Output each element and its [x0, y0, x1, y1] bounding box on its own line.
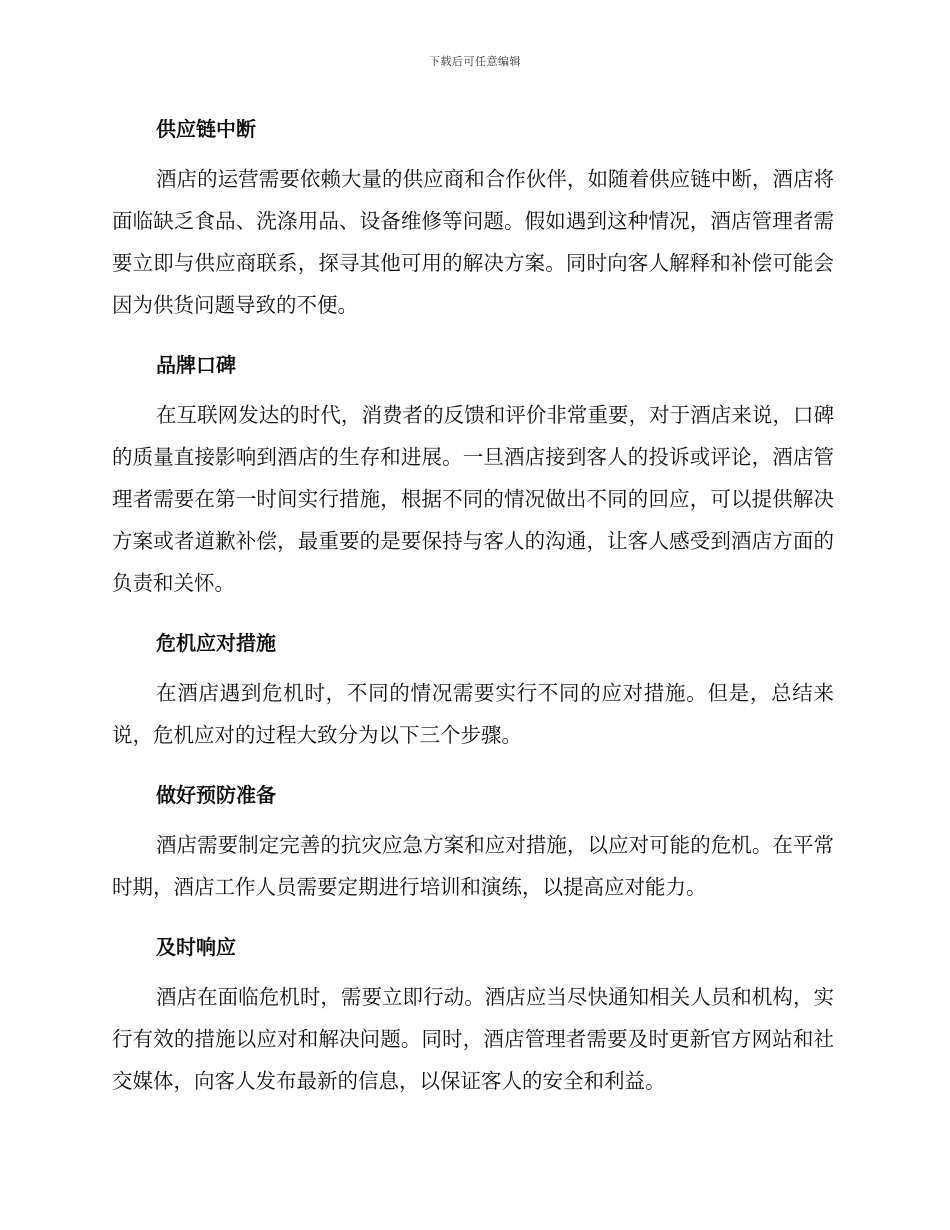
document-body: [112, 108, 834, 1102]
section-paragraph: 酒店的运营需要依赖大量的供应商和合作伙伴，如随着供应链中断，酒店将面临缺乏食品、洗涤用品、设备维修等问题。假如遇到这种情况，酒店管理者需要立即与供应商联系，探寻其他可用的解决方案。同时向客人解释和补偿可能会因为供货问题导致的不便。: [112, 167, 834, 317]
section-paragraph: 在互联网发达的时代，消费者的反馈和评价非常重要，对于酒店来说，口碑的质量直接影响到酒店的生存和进展。一旦酒店接到客人的投诉或评论，酒店管理者需要在第一时间实行措施，根据不同的情况做出不同的回应，可以提供解决方案或者道歉补偿，最重要的是要保持与客人的沟通，让客人感受到酒店方面的负责和关怀。: [112, 403, 834, 595]
section-heading: 供应链中断: [156, 117, 256, 141]
section-paragraph: 酒店需要制定完善的抗灾应急方案和应对措施，以应对可能的危机。在平常时期，酒店工作人员需要定期进行培训和演练，以提高应对能力。: [112, 833, 834, 899]
section-heading: 危机应对措施: [156, 631, 276, 655]
section-heading: 及时响应: [156, 935, 236, 959]
section-paragraph: 在酒店遇到危机时，不同的情况需要实行不同的应对措施。但是，总结来说，危机应对的过程大致分为以下三个步骤。: [112, 681, 834, 747]
section-heading: 品牌口碑: [156, 353, 236, 377]
section-heading: 做好预防准备: [156, 783, 276, 807]
section-paragraph: 酒店在面临危机时，需要立即行动。酒店应当尽快通知相关人员和机构，实行有效的措施以应对和解决问题。同时，酒店管理者需要及时更新官方网站和社交媒体，向客人发布最新的信息，以保证客人的安全和利益。: [112, 985, 834, 1093]
page-header-note: 下载后可任意编辑: [429, 55, 521, 68]
